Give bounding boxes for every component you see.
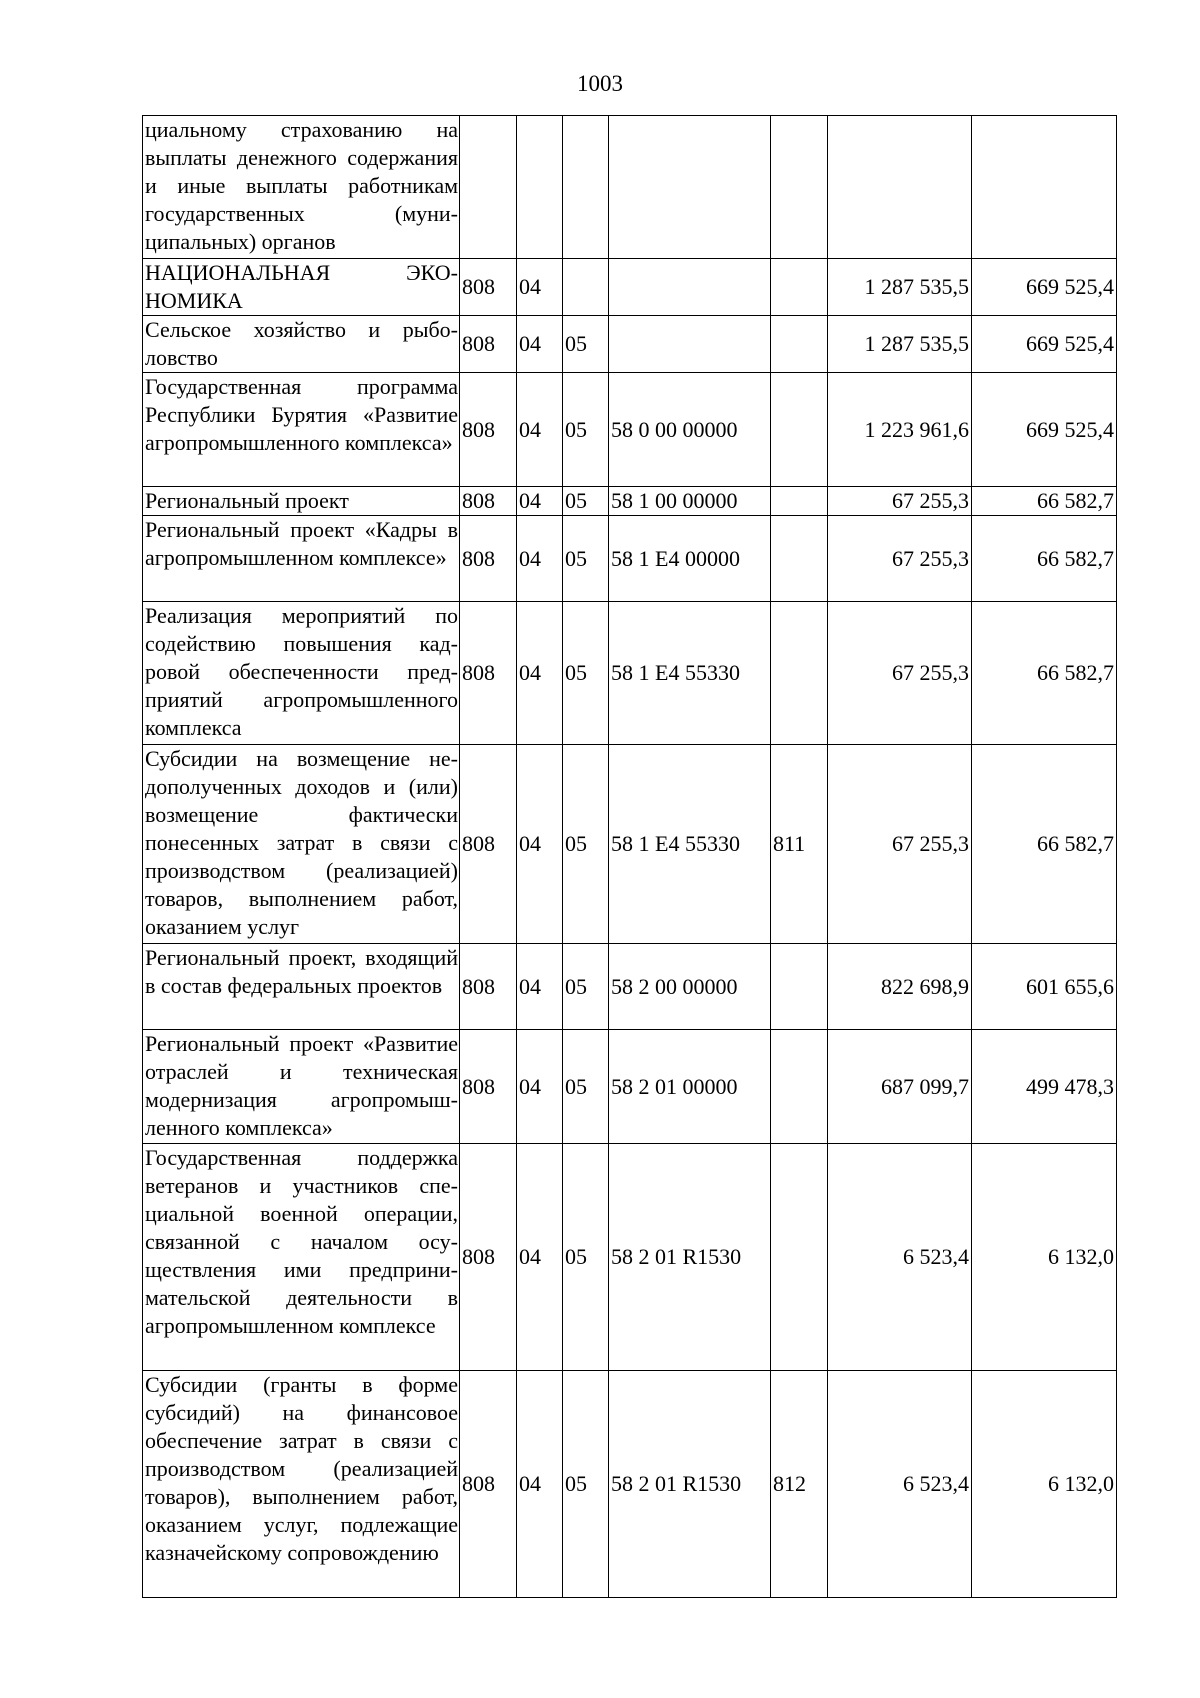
cell-rz: 04	[517, 487, 563, 516]
cell-vr	[771, 1144, 828, 1371]
row-name: циальному страхованию на выплаты денежного содержания и иные выплаты работникам государственных (муниципальных) органов	[143, 116, 460, 259]
cell-gr: 808	[460, 602, 517, 745]
cell-pr: 05	[563, 316, 609, 373]
cell-vr	[771, 516, 828, 602]
row-name: Сельское хозяйство и рыболовство	[143, 316, 460, 373]
cell-sum-2: 669 525,4	[972, 316, 1117, 373]
cell-pr: 05	[563, 602, 609, 745]
cell-sum-1: 67 255,3	[828, 516, 972, 602]
cell-rz: 04	[517, 1371, 563, 1598]
row-name: Реализация мероприятий по содействию повышения кадровой обеспеченности предприятий агропромышленного комплекса	[143, 602, 460, 745]
budget-table	[142, 115, 1117, 1598]
cell-sum-1: 67 255,3	[828, 602, 972, 745]
cell-csr: 58 2 00 00000	[609, 944, 771, 1030]
row-name: Региональный проект «Кадры в агропромышленном комплексе»	[143, 516, 460, 602]
table-row	[143, 373, 1117, 487]
row-name: Субсидии (гранты в форме субсидий) на финансовое обеспечение затрат в связи с производством (реализацией товаров), выполнением работ, оказанием услуг, подлежащие казначейскому сопровождению	[143, 1371, 460, 1598]
cell-sum-2: 601 655,6	[972, 944, 1117, 1030]
cell-pr	[563, 259, 609, 316]
cell-pr: 05	[563, 373, 609, 487]
cell-gr: 808	[460, 487, 517, 516]
cell-pr: 05	[563, 1144, 609, 1371]
cell-rz: 04	[517, 602, 563, 745]
cell-pr: 05	[563, 1371, 609, 1598]
cell-pr: 05	[563, 487, 609, 516]
cell-rz: 04	[517, 944, 563, 1030]
table-row	[143, 316, 1117, 373]
cell-rz: 04	[517, 259, 563, 316]
row-name: Государственная поддержка ветеранов и участников специальной военной операции, связанной с началом осуществления ими предпринимательской деятельности в агропромышленном комплексе	[143, 1144, 460, 1371]
table-row	[143, 745, 1117, 944]
cell-csr: 58 0 00 00000	[609, 373, 771, 487]
cell-sum-1: 6 523,4	[828, 1144, 972, 1371]
cell-vr	[771, 487, 828, 516]
cell-csr: 58 1 00 00000	[609, 487, 771, 516]
cell-gr: 808	[460, 259, 517, 316]
cell-rz: 04	[517, 373, 563, 487]
cell-pr: 05	[563, 944, 609, 1030]
cell-sum-1	[828, 116, 972, 259]
cell-sum-2: 66 582,7	[972, 487, 1117, 516]
cell-pr	[563, 116, 609, 259]
cell-rz: 04	[517, 745, 563, 944]
table-row	[143, 259, 1117, 316]
cell-sum-1: 6 523,4	[828, 1371, 972, 1598]
cell-sum-2: 66 582,7	[972, 602, 1117, 745]
cell-pr: 05	[563, 1030, 609, 1144]
cell-vr	[771, 259, 828, 316]
cell-rz: 04	[517, 1144, 563, 1371]
cell-gr: 808	[460, 316, 517, 373]
cell-csr: 58 2 01 R1530	[609, 1371, 771, 1598]
cell-csr	[609, 316, 771, 373]
cell-sum-2	[972, 116, 1117, 259]
table-row	[143, 487, 1117, 516]
cell-gr: 808	[460, 1371, 517, 1598]
cell-vr: 812	[771, 1371, 828, 1598]
cell-pr: 05	[563, 745, 609, 944]
cell-vr	[771, 316, 828, 373]
cell-csr	[609, 259, 771, 316]
cell-rz: 04	[517, 516, 563, 602]
cell-csr	[609, 116, 771, 259]
cell-sum-2: 66 582,7	[972, 745, 1117, 944]
cell-sum-2: 499 478,3	[972, 1030, 1117, 1144]
table-row	[143, 116, 1117, 259]
cell-vr: 811	[771, 745, 828, 944]
row-name: Субсидии на возмещение недополученных доходов и (или) возмещение фактически понесенных затрат в связи с производством (реализацией) товаров, выполнением работ, оказанием услуг	[143, 745, 460, 944]
row-name: НАЦИОНАЛЬНАЯ ЭКОНОМИКА	[143, 259, 460, 316]
cell-gr: 808	[460, 1144, 517, 1371]
cell-sum-1: 822 698,9	[828, 944, 972, 1030]
cell-gr: 808	[460, 1030, 517, 1144]
cell-vr	[771, 373, 828, 487]
cell-gr: 808	[460, 373, 517, 487]
cell-sum-2: 6 132,0	[972, 1371, 1117, 1598]
cell-vr	[771, 602, 828, 745]
table-row	[143, 1371, 1117, 1598]
cell-csr: 58 2 01 R1530	[609, 1144, 771, 1371]
cell-vr	[771, 1030, 828, 1144]
cell-gr: 808	[460, 516, 517, 602]
row-name: Региональный проект	[143, 487, 460, 516]
cell-csr: 58 1 E4 00000	[609, 516, 771, 602]
cell-rz	[517, 116, 563, 259]
table-row	[143, 1030, 1117, 1144]
cell-sum-2: 669 525,4	[972, 259, 1117, 316]
cell-sum-1: 1 223 961,6	[828, 373, 972, 487]
cell-vr	[771, 944, 828, 1030]
cell-csr: 58 1 E4 55330	[609, 745, 771, 944]
cell-gr: 808	[460, 745, 517, 944]
cell-rz: 04	[517, 1030, 563, 1144]
cell-gr: 808	[460, 944, 517, 1030]
row-name: Региональный проект, входящий в состав федеральных проектов	[143, 944, 460, 1030]
table-row	[143, 944, 1117, 1030]
cell-sum-2: 6 132,0	[972, 1144, 1117, 1371]
cell-csr: 58 2 01 00000	[609, 1030, 771, 1144]
cell-sum-1: 67 255,3	[828, 745, 972, 944]
cell-sum-2: 66 582,7	[972, 516, 1117, 602]
page-number: 1003	[577, 71, 623, 96]
cell-sum-1: 1 287 535,5	[828, 316, 972, 373]
cell-rz: 04	[517, 316, 563, 373]
cell-pr: 05	[563, 516, 609, 602]
cell-gr	[460, 116, 517, 259]
table-row	[143, 516, 1117, 602]
table-row	[143, 1144, 1117, 1371]
row-name: Государственная программа Республики Бурятия «Развитие агропромышленного комплекса»	[143, 373, 460, 487]
cell-sum-1: 1 287 535,5	[828, 259, 972, 316]
row-name: Региональный проект «Развитие отраслей и техническая модернизация агропромышленного комплекса»	[143, 1030, 460, 1144]
cell-csr: 58 1 E4 55330	[609, 602, 771, 745]
cell-sum-2: 669 525,4	[972, 373, 1117, 487]
table-row	[143, 602, 1117, 745]
cell-sum-1: 687 099,7	[828, 1030, 972, 1144]
cell-sum-1: 67 255,3	[828, 487, 972, 516]
cell-vr	[771, 116, 828, 259]
